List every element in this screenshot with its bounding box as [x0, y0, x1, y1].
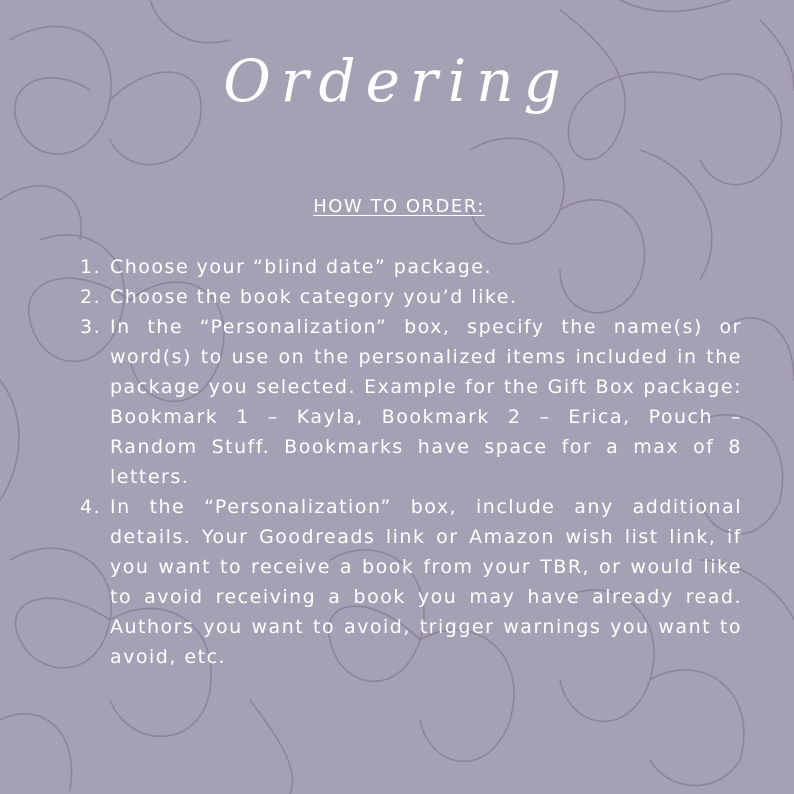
- step-text: In the “Personalization” box, specify the name(s) or word(s) to use on the personalized items included in the package you selected. Example for the Gift Box package: Bookmark 1 – Kayla, Bookmark 2 – Erica, Pouch – Random Stuff. Bookmarks have space for a max of 8 letters.: [110, 316, 742, 488]
- page-title: Ordering: [223, 47, 571, 115]
- list-item: [80, 252, 742, 282]
- step-text: In the “Personalization” box, include any additional details. Your Goodreads link or Amazon wish list link, if you want to receive a book from your TBR, or would like to avoid receiving a book you may have already read. Authors you want to avoid, trigger warnings you want to avoid, etc.: [110, 496, 742, 668]
- step-text: Choose the book category you’d like.: [110, 286, 518, 308]
- step-number: 4.: [80, 496, 102, 518]
- ordering-steps-list: [80, 252, 742, 672]
- butterfly-icon: [470, 138, 564, 244]
- step-number: 1.: [80, 256, 102, 278]
- step-number: 3.: [80, 316, 102, 338]
- step-number: 2.: [80, 286, 102, 308]
- step-text: Choose your “blind date” package.: [110, 256, 493, 278]
- list-item: [80, 492, 742, 672]
- list-item: [80, 282, 742, 312]
- list-item: [80, 312, 742, 492]
- section-heading: HOW TO ORDER:: [313, 196, 485, 217]
